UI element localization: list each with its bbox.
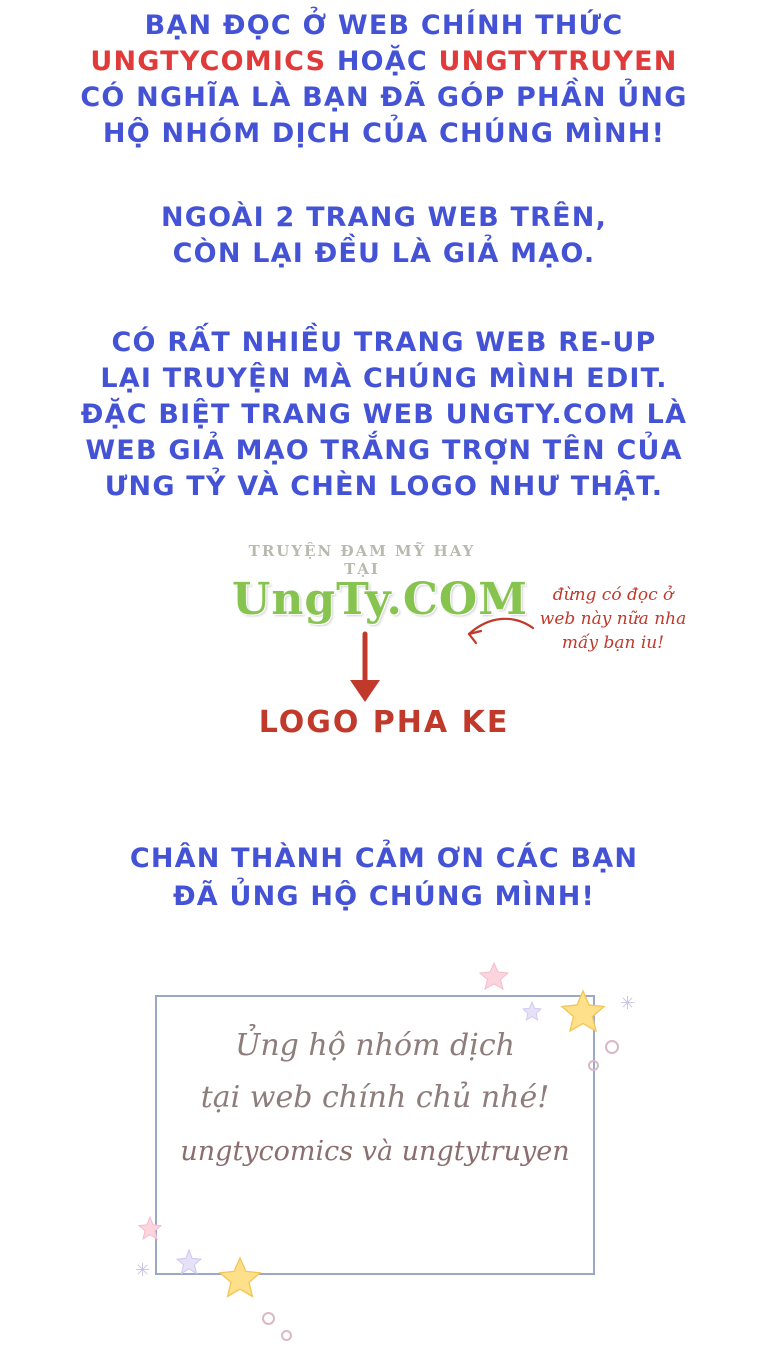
circle-dot-2 [588, 1060, 599, 1071]
hand-note-line-2: web này nữa nha [539, 609, 687, 629]
notice-line-4 [0, 116, 768, 152]
para3-line-2: LẠI TRUYỆN MÀ CHÚNG MÌNH EDIT. [100, 363, 668, 394]
sparkle-icon-2: ✳ [135, 1260, 151, 1281]
para3-line-4: WEB GIẢ MẠO TRẮNG TRỢN TÊN CỦA [85, 435, 683, 466]
circle-dot-4 [281, 1330, 292, 1341]
para3-line-3: ĐẶC BIỆT TRANG WEB UNGTY.COM LÀ [80, 399, 688, 430]
thanks-line-1: CHÂN THÀNH CẢM ƠN CÁC BẠN [129, 843, 639, 874]
support-card-line-1: Ủng hộ nhóm dịch [235, 1028, 515, 1063]
site-name-ungtytruyen: UNGTYTRUYEN [438, 46, 678, 77]
support-card-line-2: tại web chính chủ nhé! [200, 1080, 550, 1115]
notice-line-3-text: CÓ NGHĨA LÀ BẠN ĐÃ GÓP PHẦN ỦNG [80, 82, 688, 113]
circle-dot-1 [605, 1040, 619, 1054]
para2-line-1: NGOÀI 2 TRANG WEB TRÊN, [160, 202, 608, 233]
hand-note-line-1: đừng có đọc ở [552, 585, 674, 605]
notice-line-3 [0, 80, 768, 116]
handwritten-warning-note [528, 583, 698, 655]
paragraph-fake-sites [0, 200, 768, 272]
para3-line-5: ƯNG TỶ VÀ CHÈN LOGO NHƯ THẬT. [104, 471, 664, 502]
fake-logo-label: LOGO PHA KE [258, 705, 510, 740]
hand-note-line-3: mấy bạn iu! [561, 633, 665, 653]
notice-line-4-text: HỘ NHÓM DỊCH CỦA CHÚNG MÌNH! [102, 118, 666, 149]
para2-line-2: CÒN LẠI ĐỀU LÀ GIẢ MẠO. [172, 238, 596, 269]
notice-line-1-text: BẠN ĐỌC Ở WEB CHÍNH THỨC [144, 10, 624, 41]
circle-dot-3 [262, 1312, 275, 1325]
thanks-line-2: ĐÃ ỦNG HỘ CHÚNG MÌNH! [172, 881, 596, 912]
notice-block [0, 8, 768, 152]
fake-logo-name: UngTy.COM [232, 574, 528, 625]
notice-line-2 [0, 44, 768, 80]
curved-arrow-icon [455, 600, 535, 660]
paragraph-reup-warning [0, 325, 768, 505]
support-card-text [155, 1020, 595, 1180]
para3-line-1: CÓ RẤT NHIỀU TRANG WEB RE-UP [111, 327, 657, 358]
fake-logo-sample [232, 542, 528, 625]
thanks-block [0, 840, 768, 916]
notice-conjunction: HOẶC [326, 46, 439, 77]
sparkle-icon-1: ✳ [620, 993, 636, 1014]
site-name-ungtycomics: UNGTYCOMICS [90, 46, 327, 77]
star-icon-pink-1 [478, 960, 510, 996]
notice-line-1 [0, 8, 768, 44]
down-arrow-icon [340, 630, 390, 710]
support-card-line-3: ungtycomics và ungtytruyen [180, 1136, 570, 1167]
fake-logo-tagline: TRUYỆN ĐAM MỸ HAY TẠI [248, 542, 476, 578]
